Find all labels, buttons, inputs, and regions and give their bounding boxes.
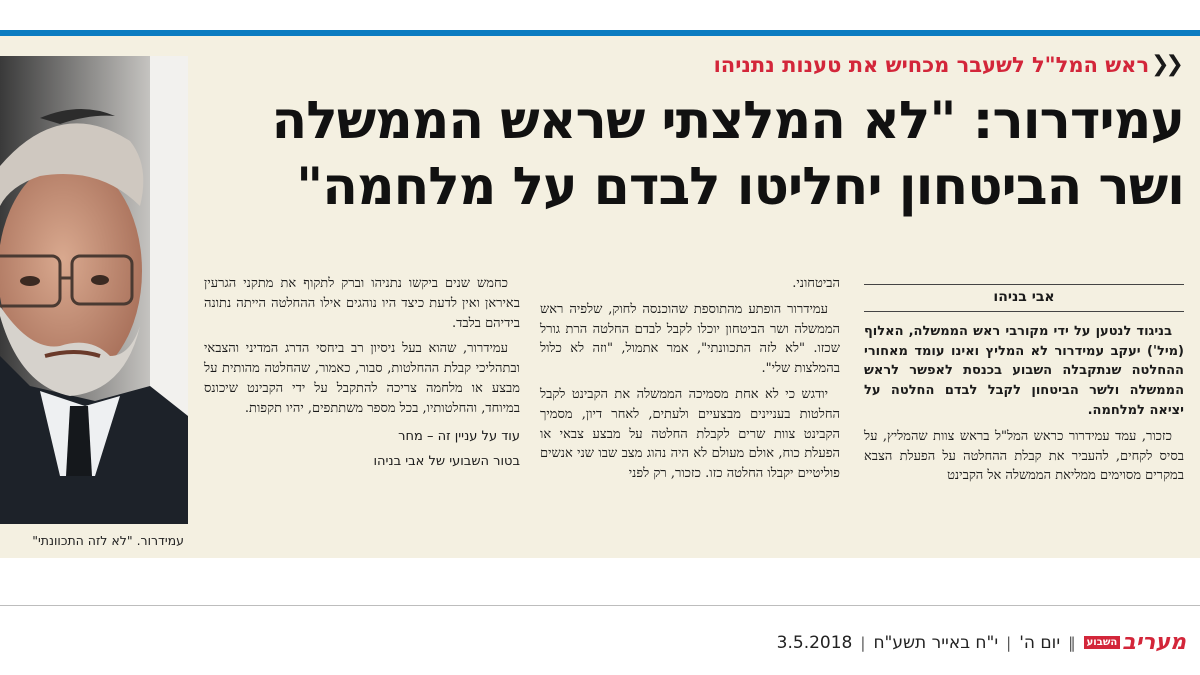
logo-brand: מעריב: [1122, 630, 1186, 655]
footer-divider: [0, 605, 1200, 606]
text-column-1: [864, 274, 1184, 492]
portrait-illustration: [0, 56, 188, 524]
byline: אבי בניהו: [864, 284, 1184, 312]
footer-day: יום ה': [1019, 632, 1061, 653]
headline-line-1: עמידרור: "לא המלצתי שראש הממשלה: [271, 91, 1184, 151]
newspaper-logo: [1084, 630, 1186, 655]
article-clipping: [0, 36, 1200, 558]
paragraph: כחמש שנים ביקשו נתניהו וברק לתקוף את מתקני הגרעין באיראן ואין לדעת כיצד היו נוהגים אילו ההחלטה הייתה נתונה בידיהם בלבד.: [204, 276, 520, 331]
text-column-3: [204, 274, 520, 478]
separator: |: [1006, 633, 1012, 652]
kicker-text: ראש המל"ל לשעבר מכחיש את טענות נתניהו: [713, 52, 1150, 77]
footer-date: 3.5.2018: [776, 632, 853, 653]
kicker-line: [714, 52, 1184, 77]
headline-line-2: ושר הביטחון יחליטו לבדם על מלחמה": [296, 157, 1184, 217]
paragraph: כזכור, עמד עמידרור כראש המל"ל בראש צוות שהמליץ, על בסיס לקחים, להעביר את קבלת ההחלטה על הפעלת הצבא במקרים מסוימים ממליאת הממשלה אל הקבינט: [864, 428, 1184, 484]
separator: |: [860, 633, 866, 652]
text-column-2: [540, 274, 840, 490]
paragraph: עמידרור הופתע מהתוספת שהוכנסה לחוק, שלפיה ראש הממשלה ושר הביטחון יוכלו לקבל לבדם החלטה הרת גורל שכזו. "לא לזה התכוונתי", אמר אתמול, "וזה לא כלול בהמלצות שלי".: [540, 301, 840, 377]
separator: ‖: [1068, 633, 1076, 652]
paragraph: עמידרור, שהוא בעל ניסיון רב ביחסי הדרג המדיני והצבאי ובתהליכי קבלת ההחלטות, סבור, כאמור, שהחלטה מהותית על מבצע או מלחמה צריכה להתקבל על ידי הקבינט שיכונס במיוחד, והחלטותיו, בכל מספר משתתפים, יהיו תקפות.: [204, 341, 520, 416]
lead-paragraph: בניגוד לנטען על ידי מקורבי ראש הממשלה, האלוף (מיל') יעקב עמידרור לא המליץ ואינו עומד מאחורי ההחלטה שנתקבלה השבוע בכנסת לאפשר לראש הממשלה ולשר הביטחון לקבל לבדם החלטה על יציאה למלחמה.: [864, 323, 1184, 418]
more-note-line-2: בטור השבועי של אבי בניהו: [373, 454, 520, 470]
photo-caption: עמידרור. "לא לזה התכוונתי": [32, 533, 184, 548]
portrait-photo: [0, 56, 188, 524]
headline: [194, 88, 1184, 220]
more-note-line-1: עוד על עניין זה – מחר: [398, 428, 520, 444]
page-footer: [777, 630, 1186, 655]
double-chevron-icon: ❯❯: [1155, 52, 1184, 77]
paragraph: הביטחוני.: [792, 276, 840, 291]
logo-subtitle: השבוע: [1084, 636, 1121, 649]
paragraph: יודגש כי לא אחת מסמיכה הממשלה את הקבינט לקבל החלטות בעניינים מבצעיים ולעתים, לאחר דיון, מסמיך הקבינט צוות שרים לקבלת החלטה על מבצע צבאי או הפעלת כוח, אולם מעולם לא היה נהוג מצב שבו שני אנשים פוליטיים יקבלו החלטה כזו. כזכור, רק לפני: [540, 386, 840, 482]
footer-hebrew-date: י"ח באייר תשע"ח: [873, 632, 999, 653]
